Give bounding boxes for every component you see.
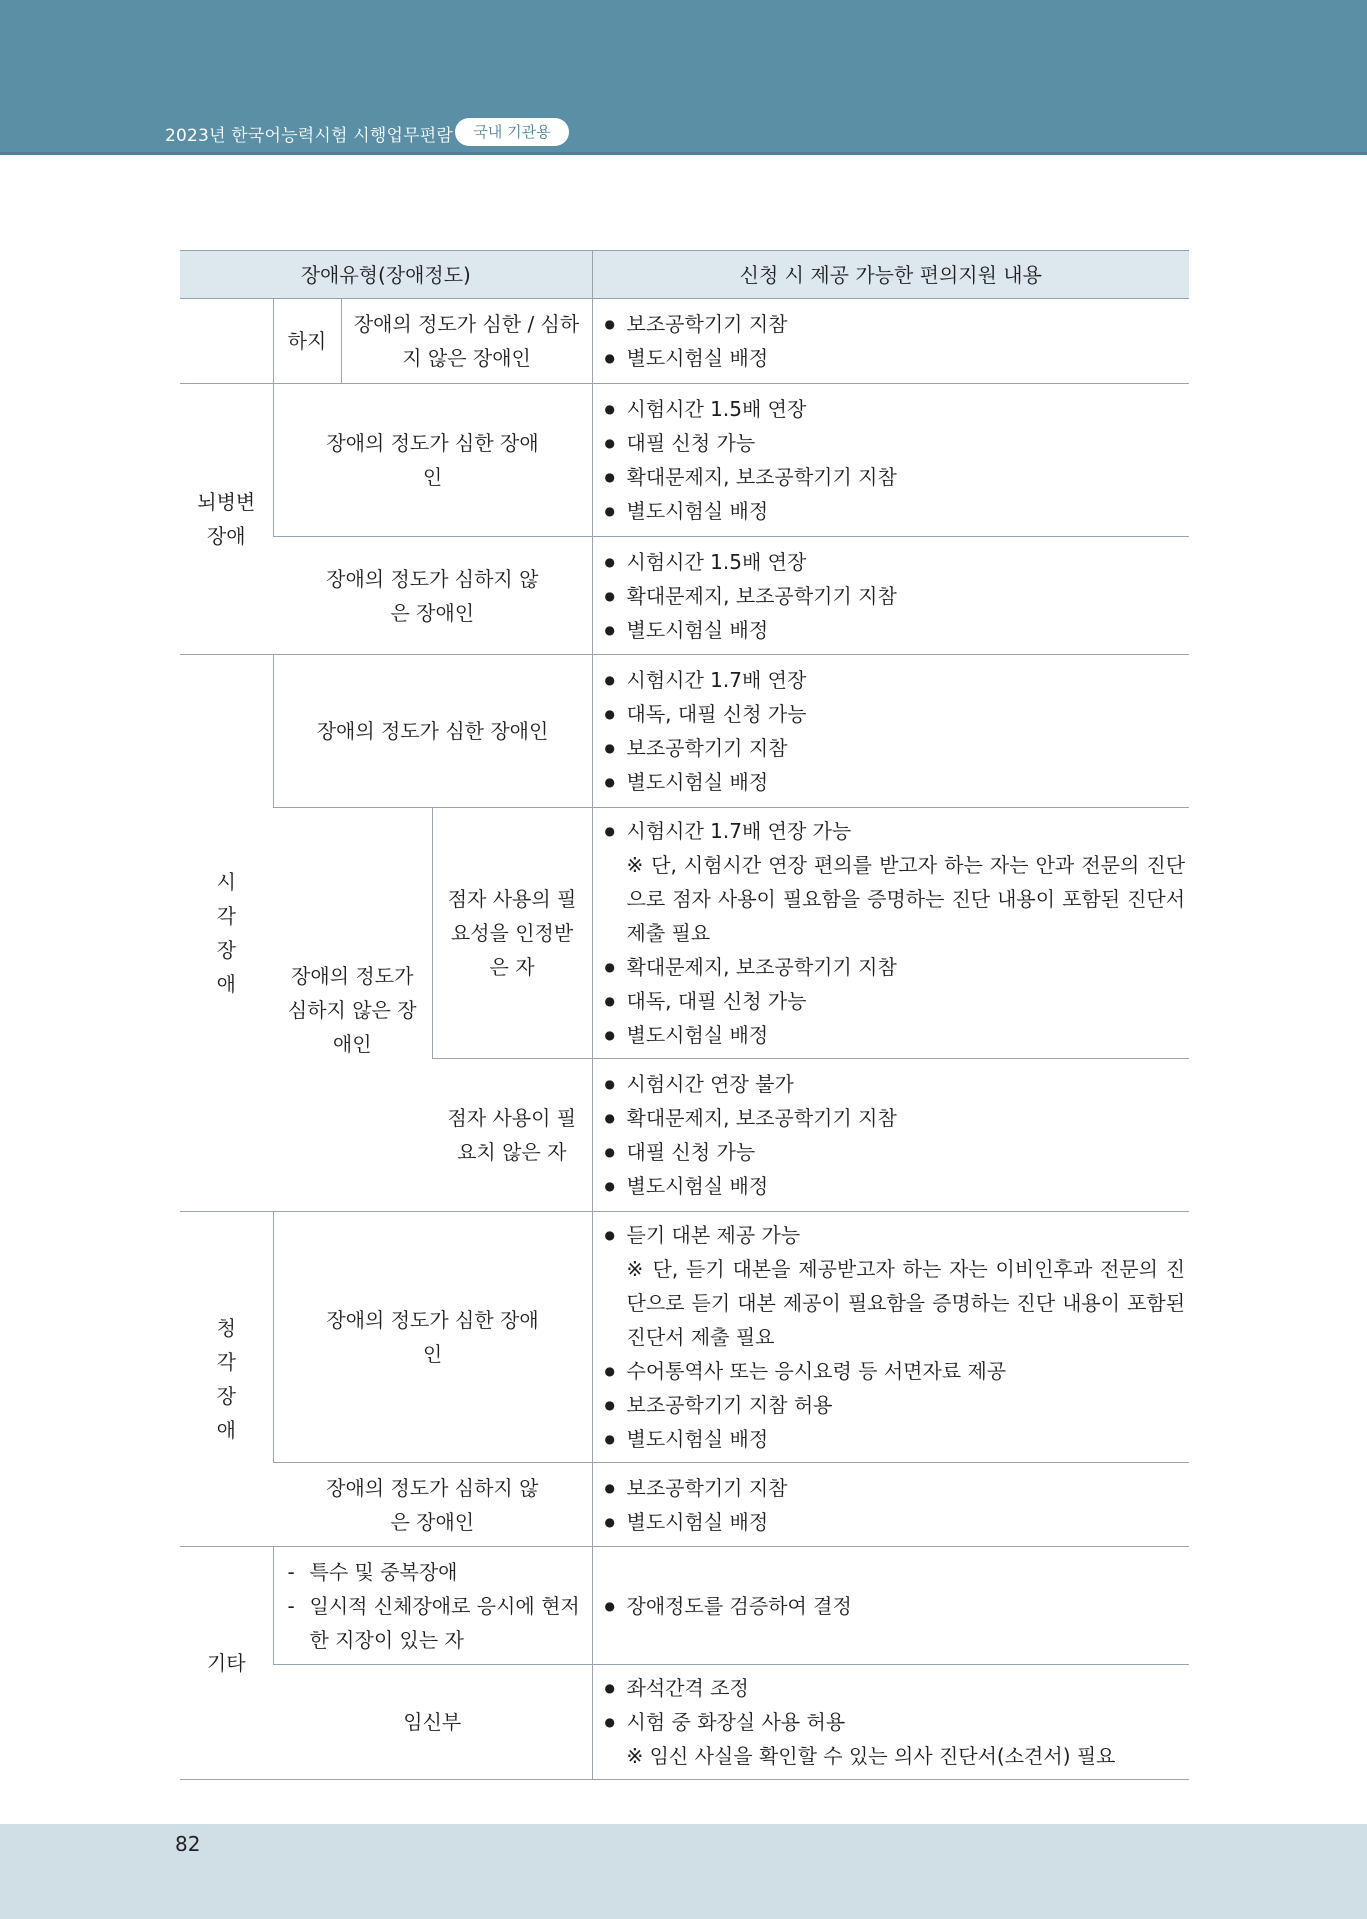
list-item: ● 보조공학기기 지참 bbox=[605, 307, 1186, 341]
list-item: ● 별도시험실 배정 bbox=[605, 494, 1186, 528]
list-item: ● 시험시간 연장 불가 bbox=[605, 1067, 1186, 1101]
table-row bbox=[180, 299, 1189, 384]
support-cell bbox=[592, 808, 1189, 1059]
level-cell bbox=[273, 1547, 592, 1665]
header-support-content: 신청 시 제공 가능한 편의지원 내용 bbox=[592, 251, 1189, 299]
list-item: ● 확대문제지, 보조공학기기 지참 bbox=[605, 1101, 1186, 1135]
list-item: ● 대독, 대필 신청 가능 bbox=[605, 984, 1186, 1018]
support-cell bbox=[592, 299, 1189, 384]
list-item: ● 시험시간 1.7배 연장 가능 bbox=[605, 814, 1186, 848]
support-cell bbox=[592, 1463, 1189, 1547]
subtype-cell: 점자 사용이 필요치 않은 자 bbox=[432, 1059, 592, 1212]
table-header-row bbox=[180, 251, 1189, 299]
support-cell bbox=[592, 384, 1189, 537]
audience-badge: 국내 기관용 bbox=[455, 118, 569, 146]
list-item: ● 별도시험실 배정 bbox=[605, 1018, 1186, 1052]
table-row bbox=[180, 1665, 1189, 1780]
table-row bbox=[180, 1547, 1189, 1665]
list-item: ● 대독, 대필 신청 가능 bbox=[605, 697, 1186, 731]
list-item: ● 확대문제지, 보조공학기기 지참 bbox=[605, 579, 1186, 613]
list-item: ● 별도시험실 배정 bbox=[605, 613, 1186, 647]
list-item: ● 보조공학기기 지참 허용 bbox=[605, 1388, 1186, 1422]
level-cell: 장애의 정도가 심하지 않은 장애인 bbox=[273, 537, 592, 655]
list-item: ● 별도시험실 배정 bbox=[605, 1422, 1186, 1456]
header-disability-type: 장애유형(장애정도) bbox=[180, 251, 592, 299]
page-number: 82 bbox=[175, 1832, 201, 1856]
list-item: ● 별도시험실 배정 bbox=[605, 1505, 1186, 1539]
document-title: 2023년 한국어능력시험 시행업무편람 bbox=[165, 126, 453, 146]
level-cell: 장애의 정도가 심한 / 심하지 않은 장애인 bbox=[341, 299, 592, 384]
category-cell: 청각 장애 bbox=[180, 1212, 273, 1547]
support-cell bbox=[592, 655, 1189, 808]
header-divider bbox=[0, 152, 1367, 155]
list-item: ● 별도시험실 배정 bbox=[605, 341, 1186, 375]
list-item: ● 대필 신청 가능 bbox=[605, 426, 1186, 460]
table-row bbox=[180, 384, 1189, 537]
list-item: ● 수어통역사 또는 응시요령 등 서면자료 제공 bbox=[605, 1354, 1186, 1388]
support-cell bbox=[592, 1059, 1189, 1212]
level-cell: 임신부 bbox=[273, 1665, 592, 1780]
list-item: ● 대필 신청 가능 bbox=[605, 1135, 1186, 1169]
subtype-cell: 하지 bbox=[273, 299, 341, 384]
subtype-cell: 점자 사용의 필요성을 인정받은 자 bbox=[432, 808, 592, 1059]
level-cell: 장애의 정도가 심하지 않은 장애인 bbox=[273, 1463, 592, 1547]
table-row bbox=[180, 808, 1189, 1059]
list-item: ● 보조공학기기 지참 bbox=[605, 1471, 1186, 1505]
accommodation-table bbox=[180, 250, 1189, 1780]
table-row bbox=[180, 537, 1189, 655]
category-cell-empty bbox=[180, 299, 273, 384]
support-cell bbox=[592, 537, 1189, 655]
level-cell: 장애의 정도가 심한 장애인 bbox=[273, 384, 592, 537]
list-item: ● 확대문제지, 보조공학기기 지참 bbox=[605, 460, 1186, 494]
list-item: ● 보조공학기기 지참 bbox=[605, 731, 1186, 765]
list-item: ● 시험시간 1.5배 연장 bbox=[605, 392, 1186, 426]
level-cell: 장애의 정도가 심하지 않은 장애인 bbox=[273, 808, 432, 1212]
category-cell: 기타 bbox=[180, 1547, 273, 1780]
category-cell: 뇌병변 장애 bbox=[180, 384, 273, 655]
list-item: ● 듣기 대본 제공 가능 bbox=[605, 1218, 1186, 1252]
support-cell bbox=[592, 1547, 1189, 1665]
table-row bbox=[180, 1463, 1189, 1547]
list-item: ● 시험 중 화장실 사용 허용 bbox=[605, 1705, 1186, 1739]
list-item: ● 별도시험실 배정 bbox=[605, 765, 1186, 799]
note-text: ※ 임신 사실을 확인할 수 있는 의사 진단서(소견서) 필요 bbox=[626, 1744, 1116, 1768]
list-item: ● 확대문제지, 보조공학기기 지참 bbox=[605, 950, 1186, 984]
note-text: ※ 단, 시험시간 연장 편의를 받고자 하는 자는 안과 전문의 진단으로 점자 사용이 필요함을 증명하는 진단 내용이 포함된 진단서 제출 필요 bbox=[626, 853, 1186, 945]
note-text: ※ 단, 듣기 대본을 제공받고자 하는 자는 이비인후과 전문의 진단으로 듣기 대본 제공이 필요함을 증명하는 진단 내용이 포함된 진단서 제출 필요 bbox=[626, 1257, 1186, 1349]
list-item: - 일시적 신체장애로 응시에 현저한 지장이 있는 자 bbox=[288, 1589, 588, 1657]
table-row bbox=[180, 655, 1189, 808]
list-item: ● 별도시험실 배정 bbox=[605, 1169, 1186, 1203]
category-cell: 시각 장애 bbox=[180, 655, 273, 1212]
list-item: ● 시험시간 1.7배 연장 bbox=[605, 663, 1186, 697]
list-item: - 특수 및 중복장애 bbox=[288, 1555, 588, 1589]
support-cell bbox=[592, 1212, 1189, 1463]
level-cell: 장애의 정도가 심한 장애인 bbox=[273, 1212, 592, 1463]
list-item: ● 시험시간 1.5배 연장 bbox=[605, 545, 1186, 579]
footer-band bbox=[0, 1824, 1367, 1919]
list-item: ● 장애정도를 검증하여 결정 bbox=[605, 1589, 1186, 1623]
table-row bbox=[180, 1212, 1189, 1463]
list-item: ● 좌석간격 조정 bbox=[605, 1671, 1186, 1705]
level-cell: 장애의 정도가 심한 장애인 bbox=[273, 655, 592, 808]
support-cell bbox=[592, 1665, 1189, 1780]
